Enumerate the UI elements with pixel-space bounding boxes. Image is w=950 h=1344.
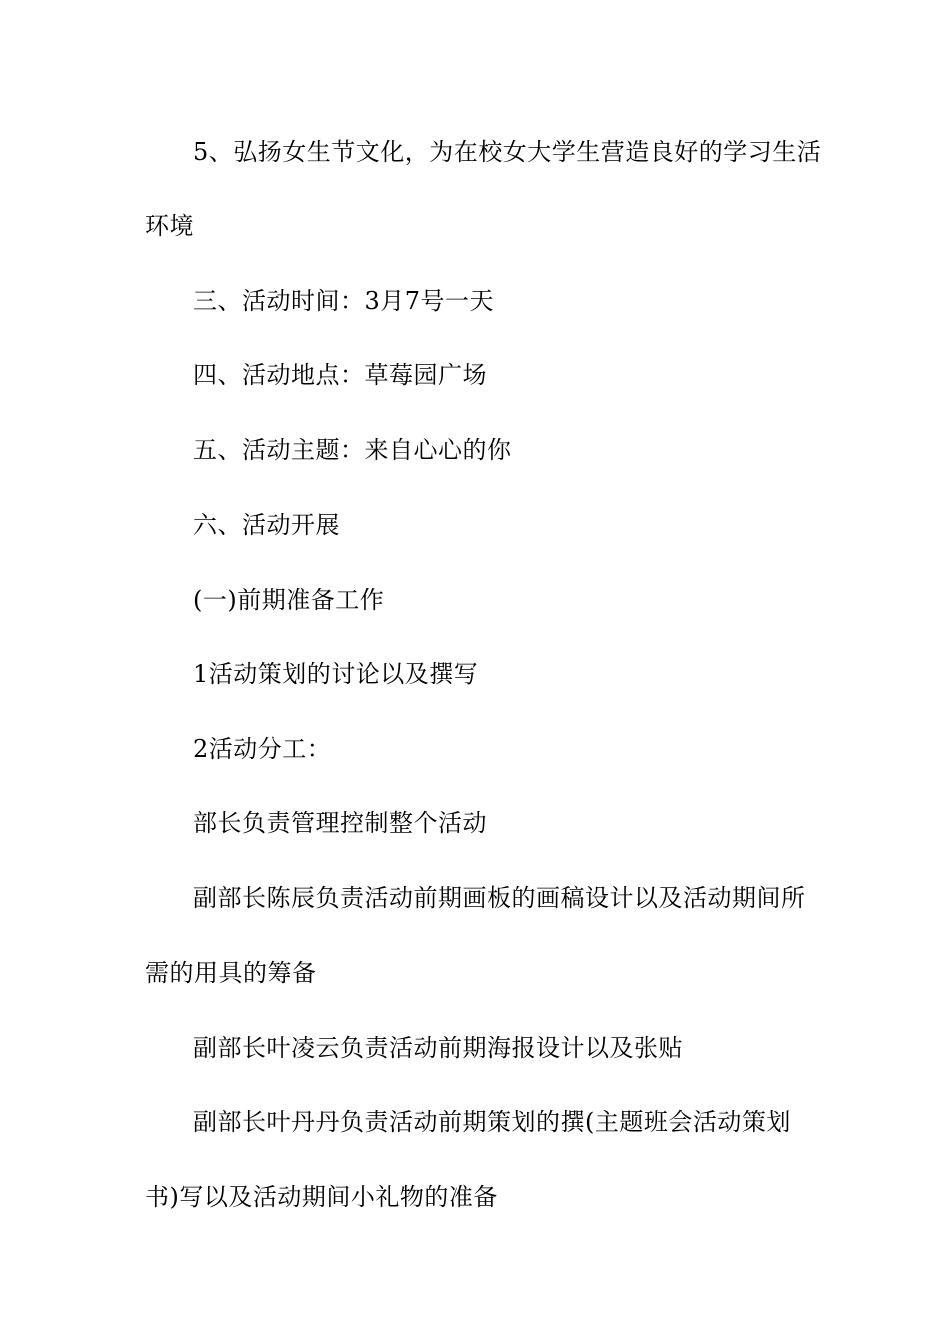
list-item-planning: 1活动策划的讨论以及撰写 [193,660,479,688]
paragraph-vice-minister-ye-dandan: 副部长叶丹丹负责活动前期策划的撰(主题班会活动策划 [193,1108,791,1136]
heading-activity-theme: 五、活动主题：来自心心的你 [193,436,512,464]
paragraph-minister: 部长负责管理控制整个活动 [193,809,487,837]
paragraph-goal-5: 5、弘扬女生节文化，为在校女大学生营造良好的学习生活 [193,138,822,166]
paragraph-goal-5-continued: 环境 [145,212,194,240]
heading-activity-location: 四、活动地点：草莓园广场 [193,361,487,389]
list-item-division-of-labor: 2活动分工： [193,735,332,763]
paragraph-vice-minister-chen-continued: 需的用具的筹备 [145,959,317,987]
heading-activity-time: 三、活动时间：3月7号一天 [193,287,495,315]
subheading-preparation: (一)前期准备工作 [193,586,385,614]
heading-activity-execution: 六、活动开展 [193,511,340,539]
paragraph-vice-minister-chen: 副部长陈辰负责活动前期画板的画稿设计以及活动期间所 [193,884,806,912]
paragraph-vice-minister-ye-lingyun: 副部长叶凌云负责活动前期海报设计以及张贴 [193,1034,683,1062]
paragraph-vice-minister-ye-dandan-continued: 书)写以及活动期间小礼物的准备 [145,1183,498,1211]
